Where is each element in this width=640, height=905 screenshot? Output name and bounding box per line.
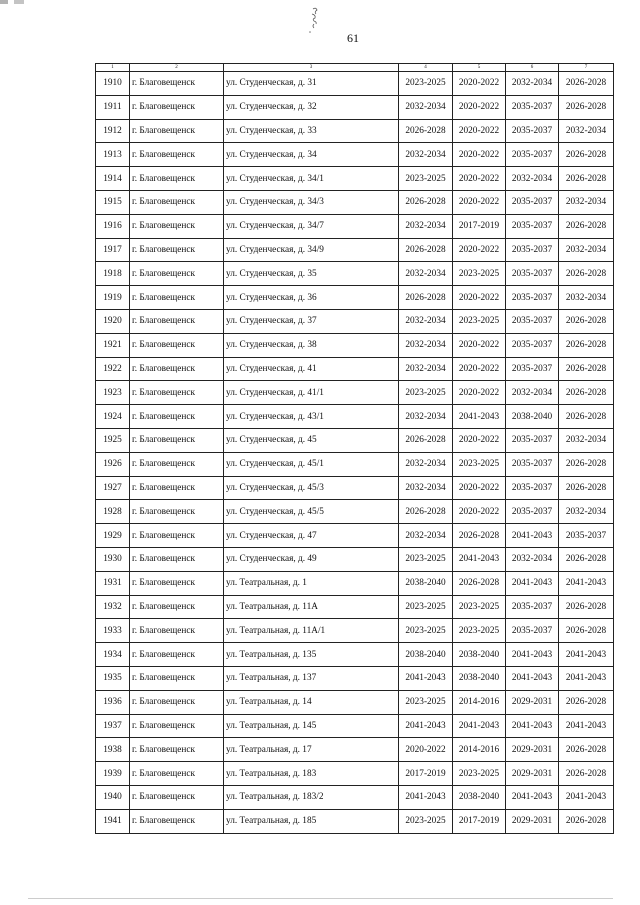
period-cell: 2017-2019: [399, 762, 453, 786]
row-number-cell: 1935: [96, 666, 130, 690]
table-row: [96, 809, 614, 833]
period-cell: 2041-2043: [453, 405, 506, 429]
table-row: [96, 785, 614, 809]
table-row: [96, 762, 614, 786]
period-cell: 2023-2025: [453, 762, 506, 786]
table-row: [96, 714, 614, 738]
period-cell: 2035-2037: [506, 119, 559, 143]
period-cell: 2032-2034: [399, 452, 453, 476]
period-cell: 2035-2037: [506, 238, 559, 262]
period-cell: 2026-2028: [399, 286, 453, 310]
row-number-cell: 1938: [96, 738, 130, 762]
table-row: [96, 309, 614, 333]
city-cell: г. Благовещенск: [130, 238, 224, 262]
period-cell: 2020-2022: [453, 95, 506, 119]
period-cell: 2035-2037: [506, 619, 559, 643]
row-number-cell: 1917: [96, 238, 130, 262]
period-cell: 2035-2037: [506, 286, 559, 310]
period-cell: 2035-2037: [506, 190, 559, 214]
period-cell: 2032-2034: [399, 309, 453, 333]
table-row: [96, 381, 614, 405]
address-cell: ул. Студенческая, д. 37: [224, 309, 399, 333]
column-header: 5: [453, 64, 506, 72]
city-cell: г. Благовещенск: [130, 809, 224, 833]
registry-table: [95, 63, 614, 834]
period-cell: 2023-2025: [453, 452, 506, 476]
period-cell: 2038-2040: [399, 571, 453, 595]
scan-edge-mark: [28, 898, 613, 899]
period-cell: 2041-2043: [453, 714, 506, 738]
period-cell: 2026-2028: [559, 452, 614, 476]
table-row: [96, 95, 614, 119]
period-cell: 2026-2028: [399, 190, 453, 214]
period-cell: 2032-2034: [559, 428, 614, 452]
period-cell: 2023-2025: [399, 619, 453, 643]
column-header: 7: [559, 64, 614, 72]
row-number-cell: 1920: [96, 309, 130, 333]
period-cell: 2023-2025: [399, 381, 453, 405]
address-cell: ул. Театральная, д. 183/2: [224, 785, 399, 809]
row-number-cell: 1928: [96, 500, 130, 524]
period-cell: 2035-2037: [506, 357, 559, 381]
period-cell: 2035-2037: [559, 524, 614, 548]
city-cell: г. Благовещенск: [130, 476, 224, 500]
city-cell: г. Благовещенск: [130, 690, 224, 714]
address-cell: ул. Студенческая, д. 34/7: [224, 214, 399, 238]
period-cell: 2035-2037: [506, 500, 559, 524]
period-cell: 2020-2022: [453, 119, 506, 143]
period-cell: 2026-2028: [559, 619, 614, 643]
period-cell: 2014-2016: [453, 690, 506, 714]
period-cell: 2020-2022: [453, 72, 506, 96]
period-cell: 2020-2022: [453, 238, 506, 262]
row-number-cell: 1919: [96, 286, 130, 310]
period-cell: 2023-2025: [399, 809, 453, 833]
period-cell: 2032-2034: [559, 238, 614, 262]
period-cell: 2035-2037: [506, 309, 559, 333]
period-cell: 2026-2028: [559, 143, 614, 167]
period-cell: 2020-2022: [453, 381, 506, 405]
period-cell: 2026-2028: [399, 119, 453, 143]
period-cell: 2032-2034: [399, 95, 453, 119]
table-row: [96, 738, 614, 762]
city-cell: г. Благовещенск: [130, 547, 224, 571]
period-cell: 2029-2031: [506, 762, 559, 786]
row-number-cell: 1923: [96, 381, 130, 405]
city-cell: г. Благовещенск: [130, 333, 224, 357]
address-cell: ул. Студенческая, д. 34/3: [224, 190, 399, 214]
period-cell: 2020-2022: [453, 428, 506, 452]
period-cell: 2020-2022: [453, 167, 506, 191]
city-cell: г. Благовещенск: [130, 72, 224, 96]
table-row: [96, 119, 614, 143]
address-cell: ул. Студенческая, д. 41: [224, 357, 399, 381]
address-cell: ул. Студенческая, д. 47: [224, 524, 399, 548]
period-cell: 2041-2043: [506, 666, 559, 690]
period-cell: 2032-2034: [399, 357, 453, 381]
city-cell: г. Благовещенск: [130, 119, 224, 143]
row-number-cell: 1913: [96, 143, 130, 167]
city-cell: г. Благовещенск: [130, 785, 224, 809]
city-cell: г. Благовещенск: [130, 571, 224, 595]
column-header: 3: [224, 64, 399, 72]
column-header: 6: [506, 64, 559, 72]
period-cell: 2038-2040: [453, 666, 506, 690]
table-row: [96, 690, 614, 714]
period-cell: 2041-2043: [559, 785, 614, 809]
period-cell: 2023-2025: [453, 619, 506, 643]
city-cell: г. Благовещенск: [130, 666, 224, 690]
period-cell: 2023-2025: [399, 547, 453, 571]
period-cell: 2017-2019: [453, 214, 506, 238]
period-cell: 2023-2025: [399, 595, 453, 619]
row-number-cell: 1915: [96, 190, 130, 214]
period-cell: 2026-2028: [559, 72, 614, 96]
city-cell: г. Благовещенск: [130, 167, 224, 191]
column-header: 2: [130, 64, 224, 72]
address-cell: ул. Театральная, д. 137: [224, 666, 399, 690]
period-cell: 2032-2034: [399, 262, 453, 286]
city-cell: г. Благовещенск: [130, 452, 224, 476]
period-cell: 2026-2028: [559, 762, 614, 786]
address-cell: ул. Театральная, д. 14: [224, 690, 399, 714]
period-cell: 2032-2034: [506, 547, 559, 571]
city-cell: г. Благовещенск: [130, 619, 224, 643]
row-number-cell: 1912: [96, 119, 130, 143]
row-number-cell: 1937: [96, 714, 130, 738]
address-cell: ул. Студенческая, д. 45/5: [224, 500, 399, 524]
period-cell: 2026-2028: [559, 809, 614, 833]
table-row: [96, 643, 614, 667]
period-cell: 2038-2040: [399, 643, 453, 667]
address-cell: ул. Театральная, д. 135: [224, 643, 399, 667]
row-number-cell: 1930: [96, 547, 130, 571]
city-cell: г. Благовещенск: [130, 405, 224, 429]
period-cell: 2026-2028: [559, 595, 614, 619]
period-cell: 2038-2040: [453, 643, 506, 667]
period-cell: 2026-2028: [399, 500, 453, 524]
row-number-cell: 1918: [96, 262, 130, 286]
table-row: [96, 428, 614, 452]
city-cell: г. Благовещенск: [130, 143, 224, 167]
column-number-row: [96, 64, 614, 72]
column-header: 4: [399, 64, 453, 72]
scan-corner-mark: [0, 0, 36, 4]
table-row: [96, 333, 614, 357]
period-cell: 2041-2043: [559, 571, 614, 595]
period-cell: 2023-2025: [399, 690, 453, 714]
city-cell: г. Благовещенск: [130, 762, 224, 786]
city-cell: г. Благовещенск: [130, 95, 224, 119]
period-cell: 2041-2043: [399, 785, 453, 809]
column-header: 1: [96, 64, 130, 72]
table-row: [96, 190, 614, 214]
row-number-cell: 1924: [96, 405, 130, 429]
period-cell: 2032-2034: [399, 214, 453, 238]
period-cell: 2023-2025: [453, 309, 506, 333]
period-cell: 2035-2037: [506, 476, 559, 500]
period-cell: 2026-2028: [559, 381, 614, 405]
period-cell: 2026-2028: [559, 95, 614, 119]
address-cell: ул. Студенческая, д. 38: [224, 333, 399, 357]
period-cell: 2020-2022: [399, 738, 453, 762]
row-number-cell: 1916: [96, 214, 130, 238]
row-number-cell: 1932: [96, 595, 130, 619]
city-cell: г. Благовещенск: [130, 381, 224, 405]
row-number-cell: 1934: [96, 643, 130, 667]
address-cell: ул. Театральная, д. 185: [224, 809, 399, 833]
period-cell: 2035-2037: [506, 95, 559, 119]
period-cell: 2023-2025: [453, 262, 506, 286]
address-cell: ул. Студенческая, д. 33: [224, 119, 399, 143]
table-row: [96, 476, 614, 500]
period-cell: 2038-2040: [506, 405, 559, 429]
table-row: [96, 214, 614, 238]
period-cell: 2026-2028: [559, 262, 614, 286]
address-cell: ул. Театральная, д. 11А/1: [224, 619, 399, 643]
period-cell: 2041-2043: [399, 666, 453, 690]
table-row: [96, 72, 614, 96]
address-cell: ул. Студенческая, д. 41/1: [224, 381, 399, 405]
row-number-cell: 1931: [96, 571, 130, 595]
period-cell: 2026-2028: [559, 357, 614, 381]
period-cell: 2041-2043: [399, 714, 453, 738]
address-cell: ул. Студенческая, д. 36: [224, 286, 399, 310]
table-row: [96, 619, 614, 643]
address-cell: ул. Театральная, д. 145: [224, 714, 399, 738]
period-cell: 2026-2028: [559, 547, 614, 571]
table-row: [96, 524, 614, 548]
address-cell: ул. Студенческая, д. 45/3: [224, 476, 399, 500]
period-cell: 2026-2028: [453, 571, 506, 595]
row-number-cell: 1933: [96, 619, 130, 643]
period-cell: 2029-2031: [506, 809, 559, 833]
address-cell: ул. Театральная, д. 183: [224, 762, 399, 786]
table-row: [96, 666, 614, 690]
address-cell: ул. Театральная, д. 11А: [224, 595, 399, 619]
period-cell: 2023-2025: [399, 167, 453, 191]
row-number-cell: 1939: [96, 762, 130, 786]
period-cell: 2026-2028: [399, 238, 453, 262]
row-number-cell: 1940: [96, 785, 130, 809]
period-cell: 2020-2022: [453, 143, 506, 167]
period-cell: 2023-2025: [399, 72, 453, 96]
period-cell: 2029-2031: [506, 738, 559, 762]
period-cell: 2032-2034: [399, 524, 453, 548]
period-cell: 2020-2022: [453, 333, 506, 357]
period-cell: 2032-2034: [506, 72, 559, 96]
period-cell: 2032-2034: [506, 381, 559, 405]
period-cell: 2026-2028: [559, 167, 614, 191]
period-cell: 2035-2037: [506, 595, 559, 619]
row-number-cell: 1910: [96, 72, 130, 96]
period-cell: 2035-2037: [506, 143, 559, 167]
table-row: [96, 547, 614, 571]
period-cell: 2032-2034: [399, 333, 453, 357]
city-cell: г. Благовещенск: [130, 262, 224, 286]
period-cell: 2026-2028: [559, 690, 614, 714]
table-row: [96, 167, 614, 191]
city-cell: г. Благовещенск: [130, 643, 224, 667]
period-cell: 2026-2028: [559, 214, 614, 238]
table-row: [96, 143, 614, 167]
period-cell: 2026-2028: [559, 738, 614, 762]
period-cell: 2035-2037: [506, 214, 559, 238]
period-cell: 2026-2028: [559, 309, 614, 333]
period-cell: 2041-2043: [453, 547, 506, 571]
address-cell: ул. Студенческая, д. 34/1: [224, 167, 399, 191]
address-cell: ул. Студенческая, д. 45/1: [224, 452, 399, 476]
row-number-cell: 1941: [96, 809, 130, 833]
address-cell: ул. Студенческая, д. 49: [224, 547, 399, 571]
period-cell: 2041-2043: [506, 785, 559, 809]
city-cell: г. Благовещенск: [130, 428, 224, 452]
period-cell: 2035-2037: [506, 428, 559, 452]
city-cell: г. Благовещенск: [130, 500, 224, 524]
city-cell: г. Благовещенск: [130, 214, 224, 238]
period-cell: 2035-2037: [506, 262, 559, 286]
table-row: [96, 405, 614, 429]
period-cell: 2041-2043: [559, 714, 614, 738]
row-number-cell: 1922: [96, 357, 130, 381]
city-cell: г. Благовещенск: [130, 190, 224, 214]
address-cell: ул. Студенческая, д. 34: [224, 143, 399, 167]
table-row: [96, 595, 614, 619]
row-number-cell: 1929: [96, 524, 130, 548]
period-cell: 2032-2034: [399, 143, 453, 167]
table-body: [96, 72, 614, 834]
period-cell: 2041-2043: [559, 666, 614, 690]
period-cell: 2020-2022: [453, 190, 506, 214]
address-cell: ул. Студенческая, д. 34/9: [224, 238, 399, 262]
table-row: [96, 357, 614, 381]
period-cell: 2026-2028: [559, 476, 614, 500]
address-cell: ул. Студенческая, д. 31: [224, 72, 399, 96]
row-number-cell: 1926: [96, 452, 130, 476]
period-cell: 2020-2022: [453, 500, 506, 524]
period-cell: 2032-2034: [399, 476, 453, 500]
period-cell: 2026-2028: [559, 333, 614, 357]
city-cell: г. Благовещенск: [130, 738, 224, 762]
period-cell: 2014-2016: [453, 738, 506, 762]
city-cell: г. Благовещенск: [130, 595, 224, 619]
period-cell: 2041-2043: [506, 714, 559, 738]
period-cell: 2020-2022: [453, 357, 506, 381]
row-number-cell: 1927: [96, 476, 130, 500]
city-cell: г. Благовещенск: [130, 524, 224, 548]
page-number: 61: [347, 31, 359, 45]
city-cell: г. Благовещенск: [130, 286, 224, 310]
city-cell: г. Благовещенск: [130, 357, 224, 381]
period-cell: 2017-2019: [453, 809, 506, 833]
row-number-cell: 1914: [96, 167, 130, 191]
period-cell: 2029-2031: [506, 690, 559, 714]
period-cell: 2041-2043: [506, 571, 559, 595]
period-cell: 2026-2028: [559, 405, 614, 429]
period-cell: 2023-2025: [453, 595, 506, 619]
period-cell: 2026-2028: [453, 524, 506, 548]
period-cell: 2032-2034: [559, 190, 614, 214]
period-cell: 2032-2034: [559, 286, 614, 310]
table-row: [96, 286, 614, 310]
period-cell: 2032-2034: [399, 405, 453, 429]
period-cell: 2032-2034: [506, 167, 559, 191]
address-cell: ул. Студенческая, д. 35: [224, 262, 399, 286]
period-cell: 2035-2037: [506, 452, 559, 476]
table-row: [96, 452, 614, 476]
address-cell: ул. Студенческая, д. 45: [224, 428, 399, 452]
city-cell: г. Благовещенск: [130, 309, 224, 333]
address-cell: ул. Студенческая, д. 32: [224, 95, 399, 119]
period-cell: 2035-2037: [506, 333, 559, 357]
table-row: [96, 262, 614, 286]
address-cell: ул. Театральная, д. 1: [224, 571, 399, 595]
row-number-cell: 1921: [96, 333, 130, 357]
period-cell: 2041-2043: [559, 643, 614, 667]
address-cell: ул. Театральная, д. 17: [224, 738, 399, 762]
table-row: [96, 571, 614, 595]
period-cell: 2038-2040: [453, 785, 506, 809]
period-cell: 2032-2034: [559, 500, 614, 524]
period-cell: 2041-2043: [506, 524, 559, 548]
period-cell: 2020-2022: [453, 476, 506, 500]
table-row: [96, 238, 614, 262]
address-cell: ул. Студенческая, д. 43/1: [224, 405, 399, 429]
period-cell: 2041-2043: [506, 643, 559, 667]
row-number-cell: 1911: [96, 95, 130, 119]
city-cell: г. Благовещенск: [130, 714, 224, 738]
period-cell: 2032-2034: [559, 119, 614, 143]
period-cell: 2026-2028: [399, 428, 453, 452]
row-number-cell: 1925: [96, 428, 130, 452]
table-row: [96, 500, 614, 524]
period-cell: 2020-2022: [453, 286, 506, 310]
row-number-cell: 1936: [96, 690, 130, 714]
